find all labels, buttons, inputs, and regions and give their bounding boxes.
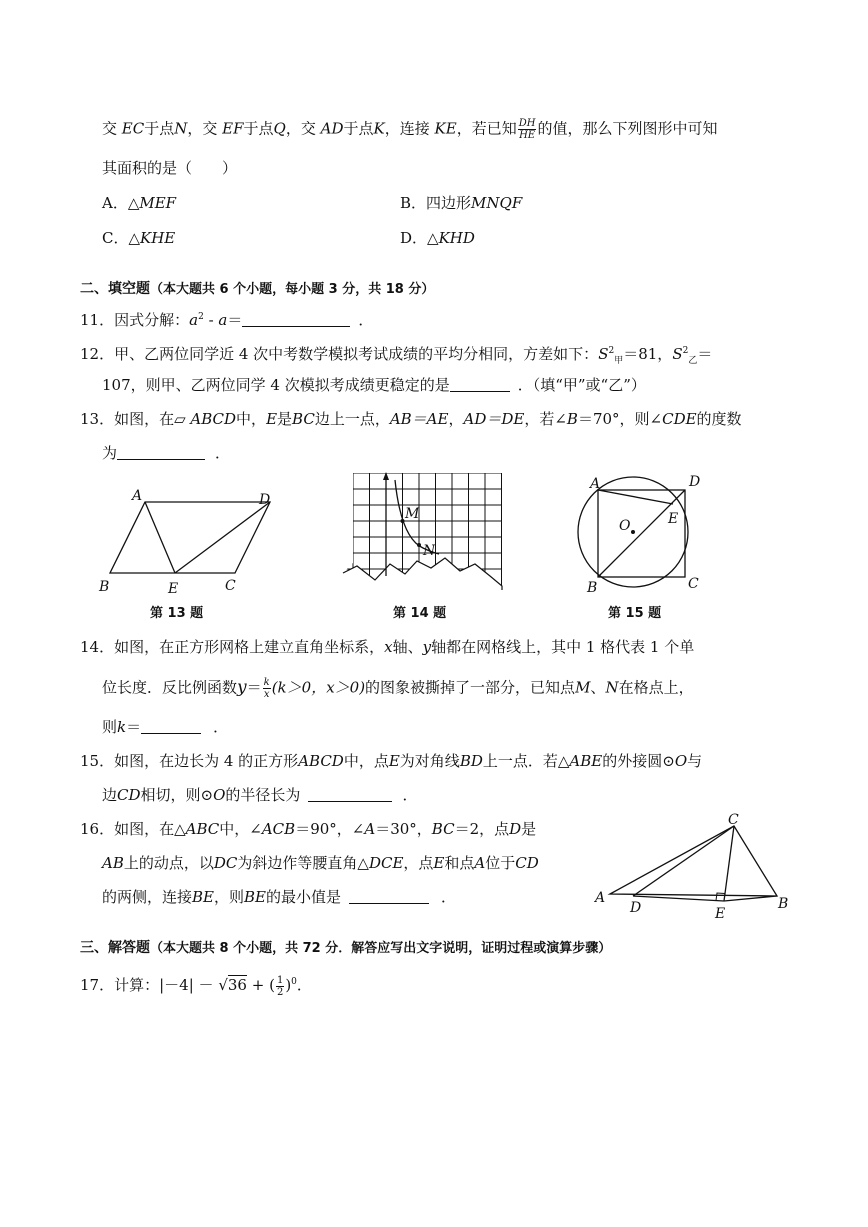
q16-line3: 的两侧，连接BE，则BE的最小值是 ． — [102, 888, 457, 906]
fig15-label-o: O — [619, 518, 631, 534]
point-n — [417, 543, 421, 547]
segment-ae — [145, 502, 175, 573]
q15-line1: 15．如图，在边长为 4 的正方形ABCD中，点E为对角线BD上一点．若△ABE的外接圆⊙O与 — [80, 752, 703, 770]
section2-heading: 二、填空题（本大题共 6 个小题，每小题 3 分，共 18 分） — [80, 281, 435, 297]
fraction-k-x: $\frac{k}{x}$ — [263, 677, 270, 700]
diagonal-bd — [598, 490, 685, 577]
fig15-label-b: B — [587, 580, 598, 596]
fig16-label-a: A — [595, 890, 606, 906]
q16-answer-blank[interactable] — [349, 889, 429, 904]
fig16-label-c: C — [728, 812, 739, 828]
q13-answer-blank[interactable] — [117, 445, 205, 460]
fig13-label-a: A — [132, 488, 143, 504]
q10-option-a[interactable]: A．△MEF — [102, 194, 177, 212]
fig14-caption: 第 14 题 — [393, 606, 447, 621]
q15-line2: 边CD相切，则⊙O的半径长为 ． — [102, 786, 418, 804]
fig15-label-e: E — [668, 511, 679, 527]
q13-line2: 为 ． — [102, 444, 231, 462]
q15-answer-blank[interactable] — [308, 787, 392, 802]
triangle-abc — [610, 826, 777, 896]
q12-line1: 12．甲、乙两位同学近 4 次中考数学模拟考试成绩的平均分相同，方差如下：$S^2_甲=81$，$S^2_乙=$ — [80, 345, 713, 366]
fig13-label-b: B — [99, 579, 110, 595]
figure-15 — [570, 468, 710, 598]
q14-line1: 14．如图，在正方形网格上建立直角坐标系，x轴、y轴都在网格线上，其中 1 格代表 1 个单 — [80, 638, 695, 656]
q16-line1: 16．如图，在△ABC中，∠ACB＝90°，∠A＝30°，BC＝2，点D是 — [80, 820, 537, 838]
fig15-label-c: C — [688, 576, 699, 592]
q10-option-b[interactable]: B．四边形MNQF — [400, 194, 523, 212]
fig15-label-a: A — [590, 476, 601, 492]
center-o — [631, 530, 635, 534]
fig13-label-e: E — [168, 581, 179, 597]
q14-line3: 则k＝ ． — [102, 718, 229, 736]
q17: 17．计算：|－4| － √36 + ( $\frac{1}{2}$ )$^0$． — [80, 974, 312, 998]
fraction-one-half: $\frac{1}{2}$ — [276, 974, 284, 998]
torn-edge — [343, 558, 502, 590]
fig16-label-b: B — [778, 896, 789, 912]
point-m — [401, 519, 405, 523]
segment-de — [175, 502, 270, 573]
q14-line2: 位长度．反比例函数y＝ $\frac{k}{x}$ (k＞0，x＞0)的图象被撕掉了一部分，已知点M、N在格点上， — [102, 677, 694, 700]
q10-option-d[interactable]: D．△KHD — [400, 229, 475, 247]
fraction-dh-he: $\frac{DH}{HE}$ — [518, 118, 536, 141]
fig13-label-c: C — [225, 578, 236, 594]
segment-dc — [633, 826, 734, 896]
section3-heading: 三、解答题（本大题共 8 个小题，共 72 分．解答应写出文字说明，证明过程或演算步骤） — [80, 940, 612, 956]
q14-answer-blank[interactable] — [141, 719, 201, 734]
fig13-label-d: D — [259, 492, 271, 508]
segment-de — [633, 896, 724, 901]
q16-line2: AB上的动点，以DC为斜边作等腰直角△DCE，点E和点A位于CD — [102, 854, 539, 872]
fig16-label-e: E — [715, 906, 726, 920]
q11-answer-blank[interactable] — [242, 312, 350, 327]
fig15-label-d: D — [689, 474, 701, 490]
q10-option-c[interactable]: C．△KHE — [102, 229, 176, 247]
figure-14 — [335, 468, 515, 598]
q12-answer-blank[interactable] — [450, 377, 510, 392]
sqrt-sign: √ — [218, 976, 228, 994]
segment-ce — [724, 826, 734, 901]
fig14-label-m: M — [405, 506, 420, 522]
fig15-caption: 第 15 题 — [608, 606, 662, 621]
fig14-label-n: N — [423, 543, 436, 559]
segment-ae — [598, 490, 673, 504]
seg-ec: EC — [121, 119, 145, 138]
figure-13 — [95, 485, 285, 600]
figure-16 — [590, 808, 795, 920]
fig16-label-d: D — [630, 900, 642, 916]
fig13-caption: 第 13 题 — [150, 606, 204, 621]
q11: 11．因式分解：$a^2 - a=$ ． — [80, 311, 374, 329]
q10-line2: 其面积的是（ ） — [102, 159, 238, 177]
q12-line2: 107，则甲、乙两位同学 4 次模拟考成绩更稳定的是 ．（填“甲”或“乙”） — [102, 376, 646, 394]
segment-be — [724, 896, 777, 901]
q13-line1: 13．如图，在▱ ABCD中，E是BC边上一点，AB＝AE，AD＝DE，若∠B＝70°，则∠CDE的度数 — [80, 410, 742, 428]
q10-line1: 交 EC于点N，交 EF于点Q，交 AD于点K，连接 KE，若已知 $\frac{DH}{HE}$ 的值，那么下列图形中可知 — [102, 118, 718, 141]
